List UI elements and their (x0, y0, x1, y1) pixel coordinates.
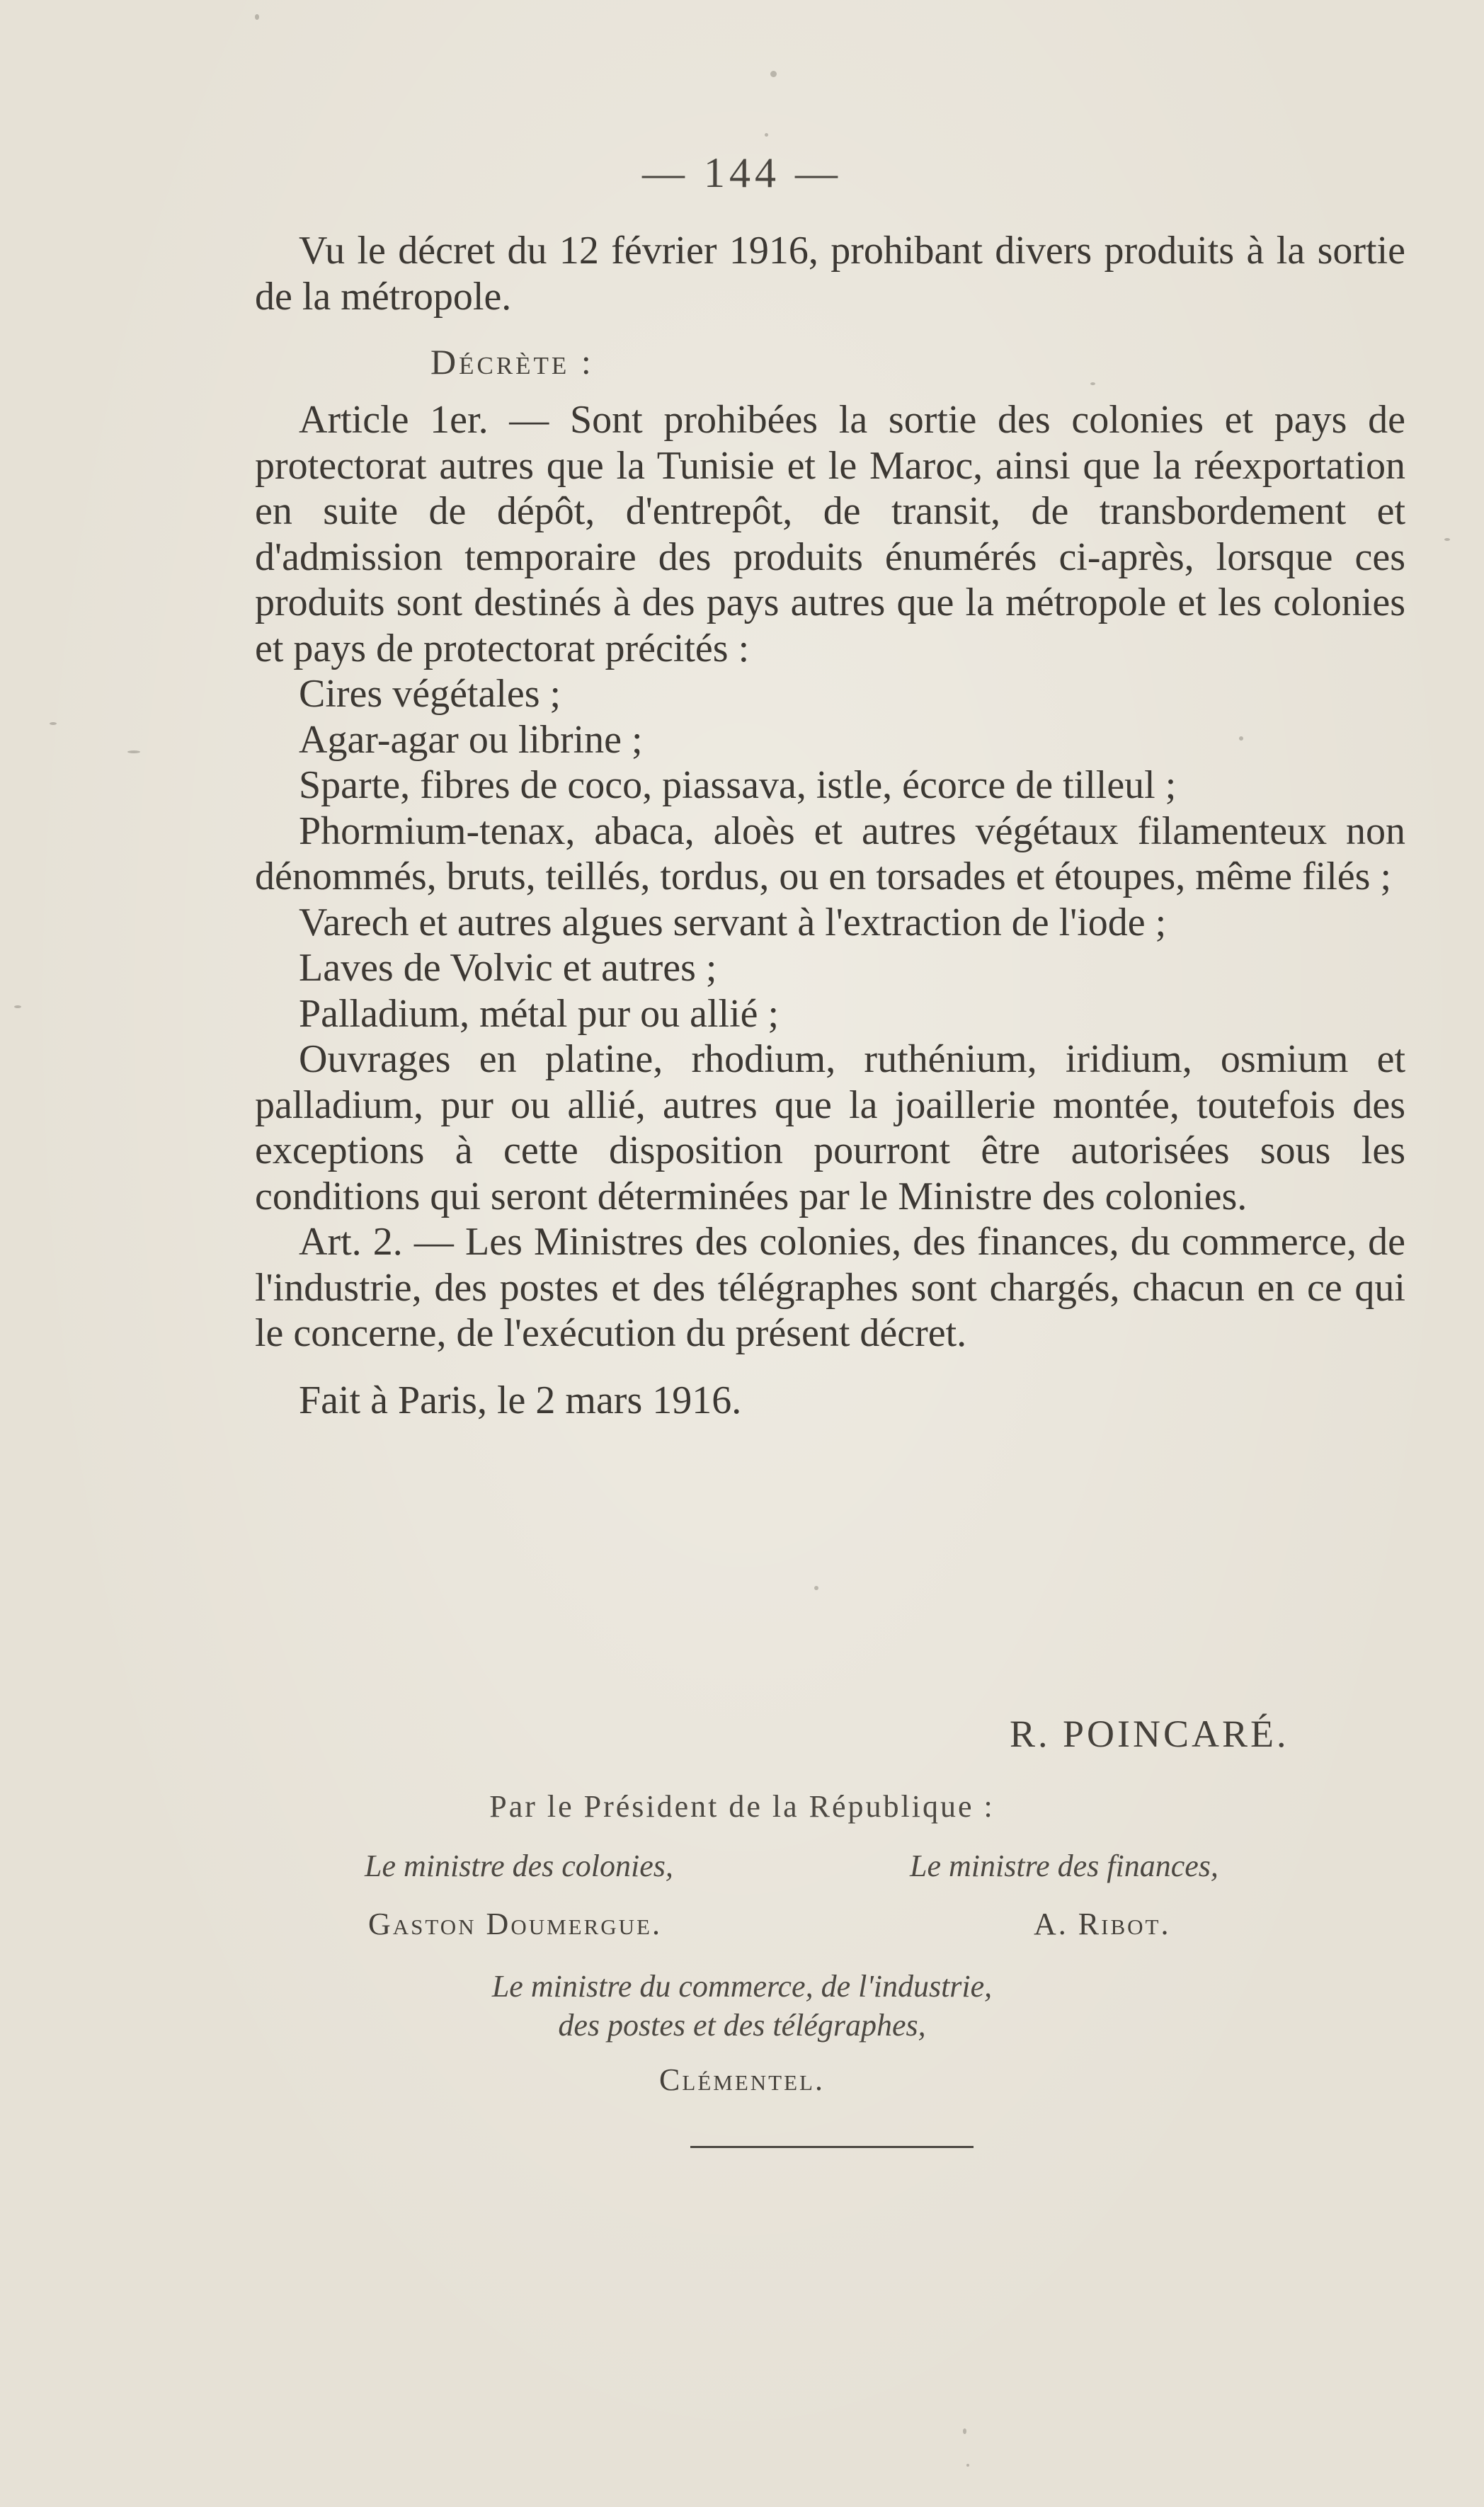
list-item: Sparte, fibres de coco, piassava, istle, écorce de tilleul ; (299, 763, 1177, 807)
closing-rule (690, 2146, 974, 2148)
minister-colonies-title: Le ministre des colonies, (365, 1849, 673, 1883)
date-place: Fait à Paris, le 2 mars 1916. (299, 1378, 742, 1422)
list-item: Phormium-tenax, abaca, aloès et autres végétaux filamenteux non dénommés, bruts, teillés, tordus, ou en torsades et étoupes, même filés ; (255, 809, 1405, 898)
list-item: Varech et autres algues servant à l'extraction de l'iode ; (299, 900, 1167, 944)
minister-finances-title: Le ministre des finances, (910, 1849, 1218, 1883)
list-item: Agar-agar ou librine ; (299, 717, 643, 762)
minister-colonies-name: Gaston Doumergue. (368, 1907, 662, 1941)
decree-body (255, 228, 1405, 1423)
minister-commerce-title-line1: Le ministre du commerce, de l'industrie, (491, 1969, 993, 2004)
paper-speck (127, 750, 140, 753)
list-item: Laves de Volvic et autres ; (299, 946, 717, 990)
paper-speck (814, 1586, 818, 1590)
page-number: — 144 — (642, 149, 842, 196)
list-item: Ouvrages en platine, rhodium, ruthénium, iridium, osmium et palladium, pur ou allié, autres que la joaillerie montée, toutefois des exceptions à cette disposition pourront être autorisées sous les conditions qui seront déterminées par le Ministre des colonies. (255, 1037, 1405, 1218)
prohibited-products-list (255, 671, 1405, 1219)
paper-speck (765, 133, 768, 137)
paper-speck (14, 1005, 21, 1008)
paper-speck (50, 722, 57, 725)
paper-speck (770, 71, 777, 77)
list-item: Cires végétales ; (299, 672, 561, 716)
intro-paragraph: Vu le décret du 12 février 1916, prohibant divers produits à la sortie de la métropole. (255, 229, 1405, 319)
paper-speck (255, 14, 259, 20)
minister-finances-name: A. Ribot. (1034, 1907, 1171, 1941)
paper-speck (1444, 538, 1450, 541)
article-1: Article 1er. — Sont prohibées la sortie des colonies et pays de protectorat autres que la Tunisie et le Maroc, ainsi que la réexportation en suite de dépôt, d'entrepôt, de transit, de transbordement et d'admission temporaire des produits énumérés ci-après, lorsque ces produits sont destinés à des pays autres que la métropole et les colonies et pays de protectorat précités : (255, 398, 1405, 670)
decrete-heading: Décrète : (430, 342, 594, 382)
par-le-president: Par le Président de la République : (489, 1789, 995, 1824)
list-item: Palladium, métal pur ou allié ; (299, 991, 780, 1036)
paper-speck (966, 2464, 969, 2467)
article-2: Art. 2. — Les Ministres des colonies, des finances, du commerce, de l'industrie, des postes et des télégraphes sont chargés, chacun en ce qui le concerne, de l'exécution du présent décret. (255, 1220, 1405, 1355)
president-signature: R. POINCARÉ. (1010, 1713, 1289, 1755)
minister-commerce-title-line2: des postes et des télégraphes, (558, 2008, 926, 2043)
minister-commerce-name: Clémentel. (659, 2062, 825, 2097)
paper-speck (963, 2428, 966, 2434)
